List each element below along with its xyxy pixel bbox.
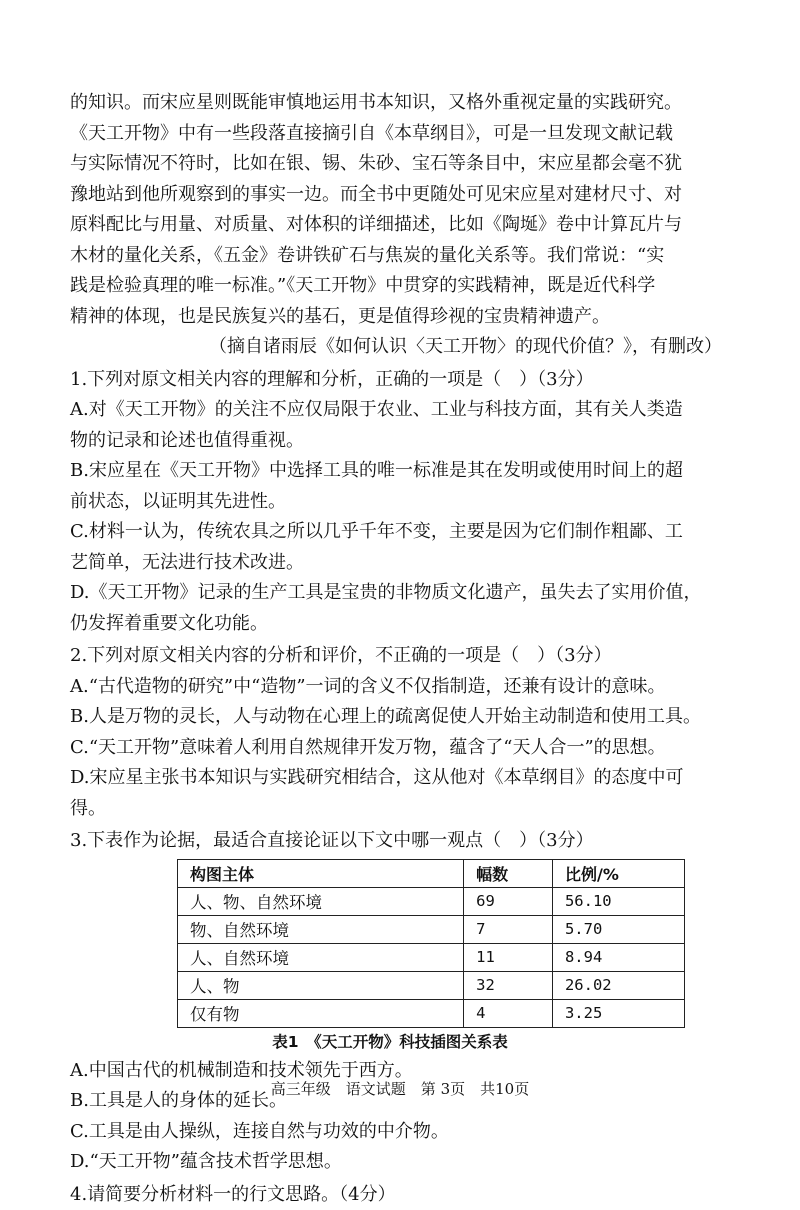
table-row xyxy=(178,887,685,915)
table-header-count: 幅数 xyxy=(464,859,553,887)
passage-source: （摘自诸雨辰《如何认识〈天工开物〉的现代价值？》，有删改） xyxy=(70,332,730,363)
table-row xyxy=(178,943,685,971)
option-d-line1: D.宋应星主张书本知识与实践研究相结合，这从他对《本草纲目》的态度中可 xyxy=(70,763,730,794)
option-d: D.“天工开物”蕴含技术哲学思想。 xyxy=(70,1147,730,1178)
table-cell: 人、自然环境 xyxy=(178,943,464,971)
illustration-stats-table xyxy=(177,859,685,1028)
question-stem: 2.下列对原文相关内容的分析和评价，不正确的一项是（ ）（3分） xyxy=(70,641,730,672)
table-header-subject: 构图主体 xyxy=(178,859,464,887)
table-caption: 表1 《天工开物》科技插图关系表 xyxy=(50,1028,730,1056)
table-row xyxy=(178,915,685,943)
question-stem: 1.下列对原文相关内容的理解和分析，正确的一项是（ ）（3分） xyxy=(70,365,730,396)
option-d-line1: D.《天工开物》记录的生产工具是宝贵的非物质文化遗产，虽失去了实用价值， xyxy=(70,578,730,609)
option-a: A.中国古代的机械制造和技术领先于西方。 xyxy=(70,1056,730,1087)
table-cell: 7 xyxy=(464,915,553,943)
question-2 xyxy=(70,641,730,824)
question-3 xyxy=(70,826,730,1178)
table-cell: 8.94 xyxy=(552,943,684,971)
table-cell: 56.10 xyxy=(552,887,684,915)
question-4 xyxy=(70,1180,730,1210)
option-c-line1: C.材料一认为，传统农具之所以几乎千年不变，主要是因为它们制作粗鄙、工 xyxy=(70,517,730,548)
passage-line: 的知识。而宋应星则既能审慎地运用书本知识，又格外重视定量的实践研究。 xyxy=(70,88,730,119)
option-b: B.人是万物的灵长，人与动物在心理上的疏离促使人开始主动制造和使用工具。 xyxy=(70,702,730,733)
passage-line: 豫地站到他所观察到的事实一边。而全书中更随处可见宋应星对建材尺寸、对 xyxy=(70,180,730,211)
option-c: C.工具是由人操纵，连接自然与功效的中介物。 xyxy=(70,1117,730,1148)
table-row xyxy=(178,999,685,1027)
table-header-row xyxy=(178,859,685,887)
option-d-line2: 得。 xyxy=(70,794,730,825)
option-c-line2: 艺简单，无法进行技术改进。 xyxy=(70,548,730,579)
option-a-line2: 物的记录和论述也值得重视。 xyxy=(70,426,730,457)
option-b: B.工具是人的身体的延长。 xyxy=(70,1086,730,1117)
table-cell: 32 xyxy=(464,971,553,999)
table-cell: 69 xyxy=(464,887,553,915)
option-a: A.“古代造物的研究”中“造物”一词的含义不仅指制造，还兼有设计的意味。 xyxy=(70,672,730,703)
table-cell: 3.25 xyxy=(552,999,684,1027)
table-cell: 4 xyxy=(464,999,553,1027)
table-row xyxy=(178,971,685,999)
table-cell: 5.70 xyxy=(552,915,684,943)
option-a-line1: A.对《天工开物》的关注不应仅局限于农业、工业与科技方面，其有关人类造 xyxy=(70,395,730,426)
question-1 xyxy=(70,365,730,640)
table-cell: 仅有物 xyxy=(178,999,464,1027)
passage-line: 与实际情况不符时，比如在银、锡、朱砂、宝石等条目中，宋应星都会毫不犹 xyxy=(70,149,730,180)
option-c: C.“天工开物”意味着人利用自然规律开发万物，蕴含了“天人合一”的思想。 xyxy=(70,733,730,764)
passage-line: 《天工开物》中有一些段落直接摘引自《本草纲目》，可是一旦发现文献记载 xyxy=(70,119,730,150)
passage xyxy=(70,88,730,363)
table-cell: 人、物、自然环境 xyxy=(178,887,464,915)
table-header-ratio: 比例/% xyxy=(552,859,684,887)
option-b-line1: B.宋应星在《天工开物》中选择工具的唯一标准是其在发明或使用时间上的超 xyxy=(70,456,730,487)
table-cell: 11 xyxy=(464,943,553,971)
passage-line: 木材的量化关系，《五金》卷讲铁矿石与焦炭的量化关系等。我们常说：“实 xyxy=(70,241,730,272)
table-cell: 26.02 xyxy=(552,971,684,999)
page-footer: 高三年级 语文试题 第 3页 共10页 xyxy=(0,1078,800,1099)
table-cell: 人、物 xyxy=(178,971,464,999)
passage-line: 践是检验真理的唯一标准。”《天工开物》中贯穿的实践精神，既是近代科学 xyxy=(70,271,730,302)
table-cell: 物、自然环境 xyxy=(178,915,464,943)
passage-line: 精神的体现，也是民族复兴的基石，更是值得珍视的宝贵精神遗产。 xyxy=(70,302,730,333)
option-b-line2: 前状态，以证明其先进性。 xyxy=(70,487,730,518)
option-d-line2: 仍发挥着重要文化功能。 xyxy=(70,609,730,640)
question-stem: 3.下表作为论据，最适合直接论证以下文中哪一观点（ ）（3分） xyxy=(70,826,730,857)
passage-line: 原料配比与用量、对质量、对体积的详细描述，比如《陶埏》卷中计算瓦片与 xyxy=(70,210,730,241)
question-stem: 4.请简要分析材料一的行文思路。（4分） xyxy=(70,1180,730,1210)
